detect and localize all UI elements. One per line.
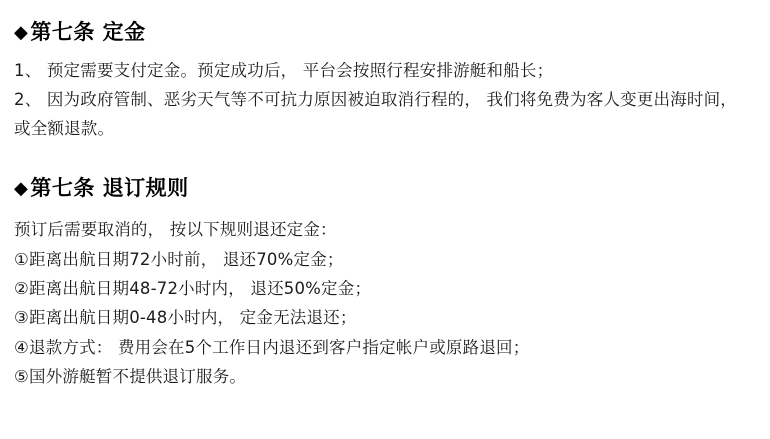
cancellation-rule-2: ②距离出航日期48-72小时内， 退还50%定金；: [14, 279, 372, 299]
section-cancellation-body: [14, 215, 756, 391]
cancellation-rule-4: ④退款方式： 费用会在5个工作日内退还到客户指定帐户或原路退回；: [14, 337, 530, 357]
diamond-bullet-icon: ◆: [14, 178, 29, 200]
cancellation-rule-3: ③距离出航日期0-48小时内， 定金无法退还；: [14, 308, 357, 328]
section-cancellation-title: 第七条 退订规则: [30, 176, 189, 201]
section-deposit-title: 第七条 定金: [30, 20, 146, 44]
deposit-item-2: 2、 因为政府管制、恶劣天气等不可抗力原因被迫取消行程的， 我们将免费为客人变更出海时间， 或全额退款。: [14, 90, 737, 139]
cancellation-rule-1: ①距离出航日期72小时前， 退还70%定金；: [14, 249, 344, 269]
section-deposit: [14, 10, 756, 144]
deposit-item-1: 1、 预定需要支付定金。预定成功后， 平台会按照行程安排游艇和船长；: [14, 61, 554, 81]
cancellation-intro: 预订后需要取消的， 按以下规则退还定金：: [14, 220, 337, 240]
section-cancellation: [14, 174, 756, 392]
section-deposit-heading: [14, 18, 756, 47]
cancellation-rule-5: ⑤国外游艇暂不提供退订服务。: [14, 367, 247, 387]
section-cancellation-heading: [14, 174, 756, 203]
section-deposit-body: [14, 57, 756, 144]
diamond-bullet-icon: ◆: [14, 22, 29, 43]
